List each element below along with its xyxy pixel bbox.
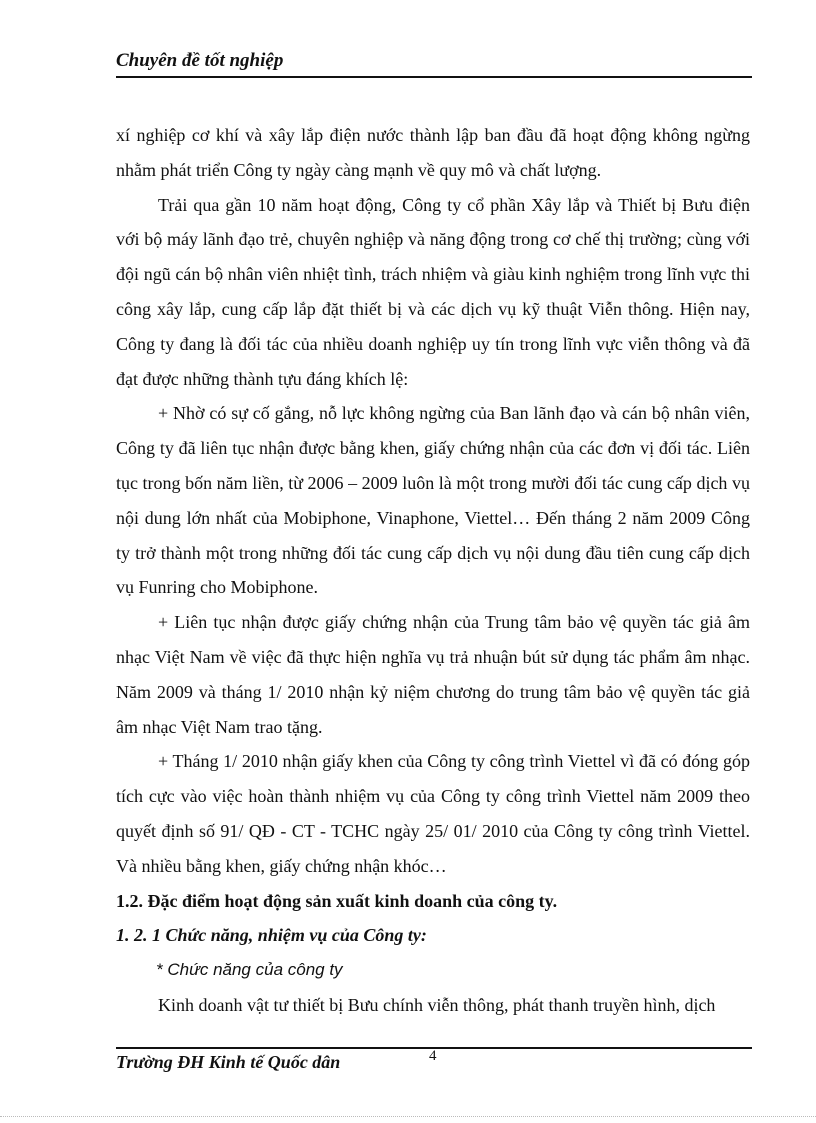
subsection-heading: 1. 2. 1 Chức năng, nhiệm vụ của Công ty: — [116, 925, 427, 946]
paragraph-1: xí nghiệp cơ khí và xây lắp điện nước thành lập ban đầu đã hoạt động không ngừng nhằm phát triển Công ty ngày càng mạnh về quy mô và chất lượng. — [116, 125, 750, 180]
paragraph-5: + Tháng 1/ 2010 nhận giấy khen của Công ty công trình Viettel vì đã có đóng góp tích cực vào việc hoàn thành nhiệm vụ của Công ty công trình Viettel năm 2009 theo quyết định số 91/ QĐ - CT - TCHC ngày 25/ 01/ 2010 của Công ty công trình Viettel. Và nhiều bằng khen, giấy chứng nhận khóc… — [116, 751, 750, 876]
paragraph-6: Kinh doanh vật tư thiết bị Bưu chính viễn thông, phát thanh truyền hình, dịch — [158, 994, 716, 1015]
footer-school-name: Trường ĐH Kinh tế Quốc dân — [116, 1052, 341, 1072]
header-divider — [116, 76, 752, 78]
subsection-label: * Chức năng của công ty — [156, 960, 343, 980]
page-bottom-dotted-line — [0, 1116, 816, 1117]
paragraph-3: + Nhờ có sự cố gắng, nỗ lực không ngừng của Ban lãnh đạo và cán bộ nhân viên, Công ty đã liên tục nhận được bằng khen, giấy chứng nhận của các đơn vị đối tác. Liên tục trong bốn năm liền, từ 2006 – 2009 luôn là một trong mười đối tác cung cấp dịch vụ nội dung lớn nhất của Mobiphone, Vinaphone, Viettel… Đến tháng 2 năm 2009 Công ty trở thành một trong những đối tác cung cấp dịch vụ nội dung đầu tiên cung cấp dịch vụ Funring cho Mobiphone. — [116, 403, 750, 598]
paragraph-4: + Liên tục nhận được giấy chứng nhận của Trung tâm bảo vệ quyền tác giả âm nhạc Việt Nam về việc đã thực hiện nghĩa vụ trả nhuận bút sử dụng tác phẩm âm nhạc. Năm 2009 và tháng 1/ 2010 nhận kỷ niệm chương do trung tâm bảo vệ quyền tác giả âm nhạc Việt Nam trao tặng. — [116, 612, 750, 737]
section-heading: 1.2. Đặc điểm hoạt động sản xuất kinh doanh của công ty. — [116, 890, 558, 911]
page-header-title: Chuyên đề tốt nghiệp — [116, 50, 284, 71]
paragraph-2: Trải qua gần 10 năm hoạt động, Công ty cổ phần Xây lắp và Thiết bị Bưu điện với bộ máy lãnh đạo trẻ, chuyên nghiệp và năng động trong cơ chế thị trường; cùng với đội ngũ cán bộ nhân viên nhiệt tình, trách nhiệm và giàu kinh nghiệm trong lĩnh vực thi công xây lắp, cung cấp lắp đặt thiết bị và các dịch vụ kỹ thuật Viễn thông. Hiện nay, Công ty đang là đối tác của nhiều doanh nghiệp uy tín trong lĩnh vực viễn thông và đã đạt được những thành tựu đáng khích lệ: — [116, 194, 750, 389]
document-body — [116, 118, 750, 1023]
page-number: 4 — [429, 1048, 437, 1064]
